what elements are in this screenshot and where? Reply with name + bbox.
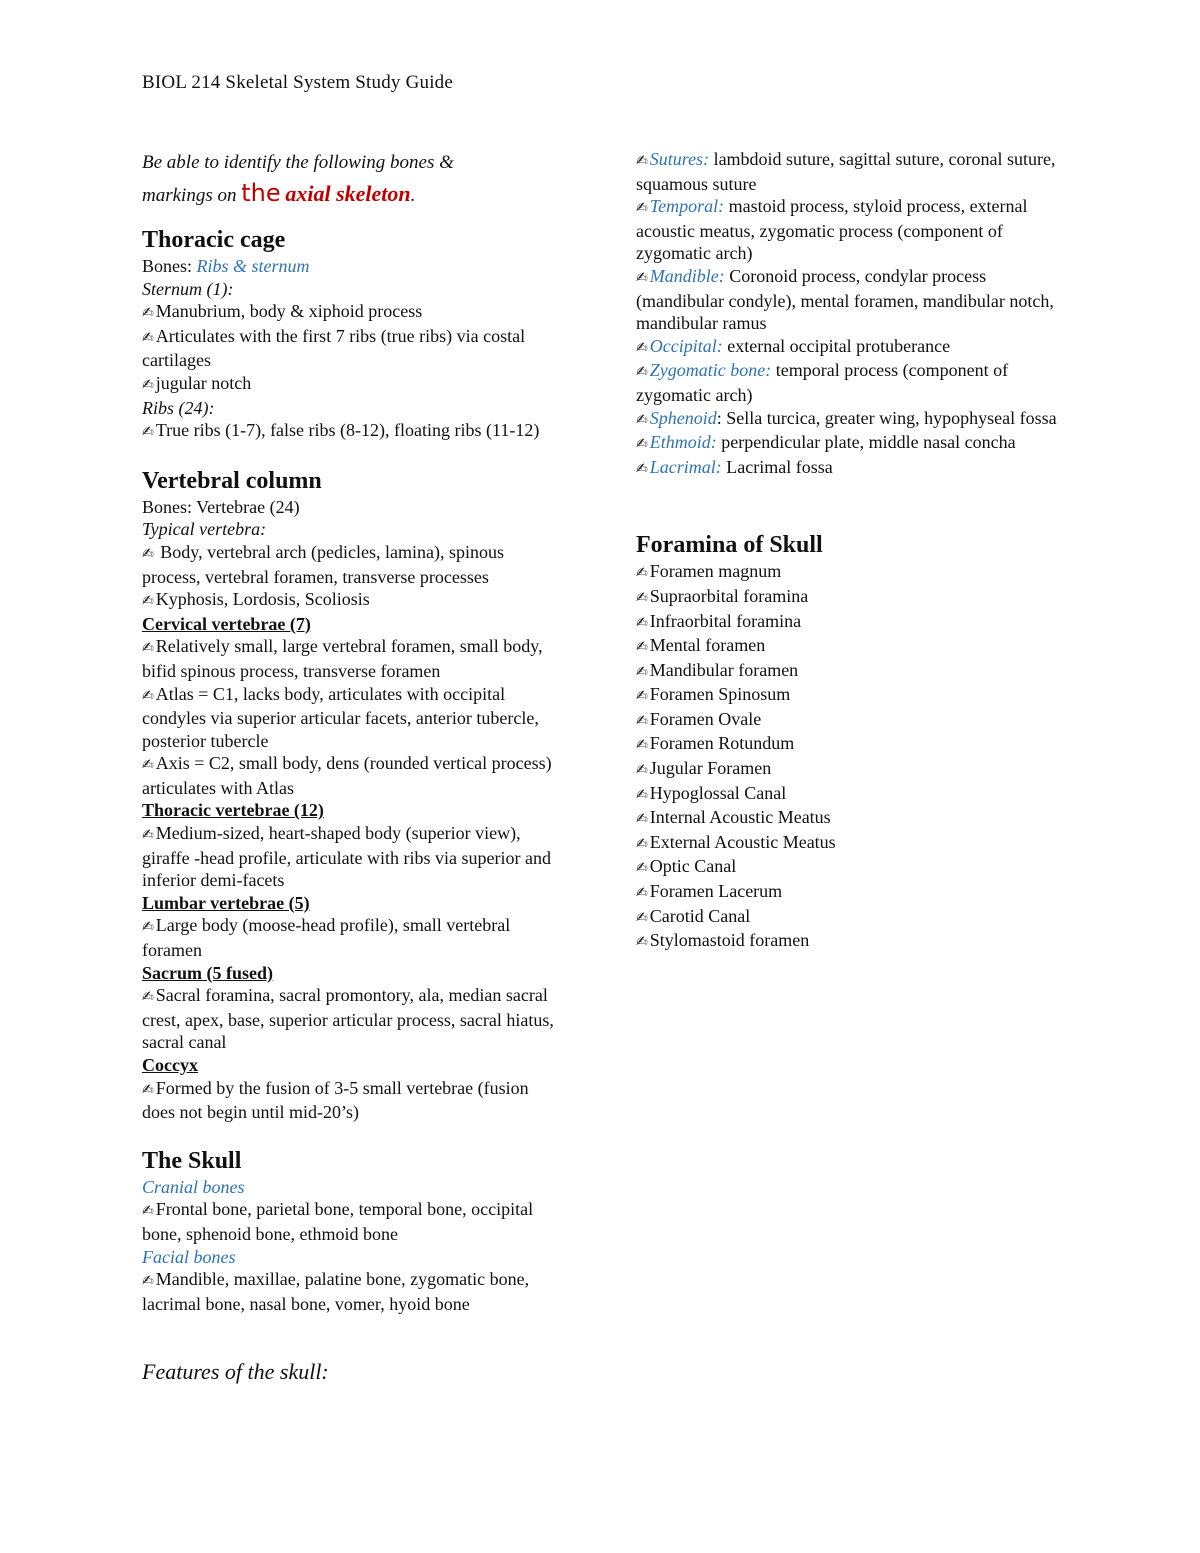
cranial-bones-label: Cranial bones (142, 1176, 245, 1197)
intro-line-1: Be able to identify the following bones & (142, 152, 454, 173)
foramina-heading: Foramina of Skull (636, 532, 823, 559)
intro-axial-skeleton: axial skeleton (285, 181, 411, 206)
ribs-label: Ribs (24): (142, 397, 215, 418)
bullet-item: ✍ Foramen magnum (636, 560, 1066, 585)
skull-feature-item (636, 456, 1066, 481)
bullet-item: ✍ Kyphosis, Lordosis, Scoliosis (142, 588, 562, 613)
skull-feature-item (636, 265, 1066, 335)
thoracic-bones-value: Ribs & sternum (196, 256, 310, 276)
thoracic-vertebrae-list (142, 822, 562, 892)
bullet-item: ✍ Jugular Foramen (636, 757, 1066, 782)
skull-feature-text: Coronoid process, condylar process (mandibular condyle), mental foramen, mandibular notch, mandibular ramus (636, 265, 1054, 334)
skull-feature-term: Occipital: (649, 335, 723, 356)
thoracic-bones-label: Bones: (142, 256, 197, 276)
intro-text (142, 148, 562, 211)
facial-bones-label: Facial bones (142, 1246, 236, 1267)
typical-vertebra-label: Typical vertebra: (142, 519, 267, 540)
bullet-item: ✍ Carotid Canal (636, 905, 1066, 930)
skull-feature-term: Zygomatic bone: (649, 360, 772, 381)
bullet-item: ✍ Formed by the fusion of 3-5 small vertebrae (fusion does not begin until mid-20’s) (142, 1077, 562, 1124)
skull-feature-text: perpendicular plate, middle nasal concha (716, 432, 1016, 453)
sternum-label: Sternum (1): (142, 278, 234, 299)
bullet-item: ✍ Medium-sized, heart-shaped body (superior view), giraffe -head profile, articulate with ribs via superior and inferior demi-facets (142, 822, 562, 892)
facial-list (142, 1268, 562, 1315)
cranial-list (142, 1198, 562, 1245)
cervical-label: Cervical vertebrae (7) (142, 613, 311, 634)
coccyx-label: Coccyx (142, 1055, 198, 1075)
foramina-list (636, 560, 1066, 954)
skull-feature-item (636, 148, 1066, 195)
bullet-item: ✍ Large body (moose-head profile), small vertebral foramen (142, 914, 562, 961)
thoracic-vertebrae-label: Thoracic vertebrae (12) (142, 800, 324, 821)
bullet-item: ✍ Hypoglossal Canal (636, 782, 1066, 807)
sacrum-label: Sacrum (5 fused) (142, 962, 273, 983)
bullet-item: ✍ External Acoustic Meatus (636, 831, 1066, 856)
skull-feature-text: Lacrimal fossa (721, 456, 833, 477)
skull-feature-text: external occipital protuberance (722, 335, 951, 356)
skull-feature-term: Sphenoid (649, 407, 717, 428)
bullet-item: ✍ Articulates with the first 7 ribs (true ribs) via costal cartilages (142, 325, 562, 372)
skull-feature-term: Ethmoid: (649, 432, 717, 453)
bullet-item: ✍ Foramen Rotundum (636, 732, 1066, 757)
skull-feature-term: Lacrimal: (649, 456, 722, 477)
thoracic-cage-heading: Thoracic cage (142, 227, 286, 253)
bullet-item: ✍ Atlas = C1, lacks body, articulates with occipital condyles via superior articular facets, anterior tubercle, posterior tubercle (142, 683, 562, 753)
bullet-item: ✍ Relatively small, large vertebral foramen, small body, bifid spinous process, transverse foramen (142, 635, 562, 682)
sacrum-list (142, 984, 562, 1054)
bullet-item: ✍ Foramen Ovale (636, 708, 1066, 733)
intro-line-2 (142, 178, 562, 211)
skull-feature-item (636, 359, 1066, 406)
skull-feature-item (636, 407, 1066, 432)
intro-the: the (241, 179, 281, 207)
bullet-item: ✍ Mandible, maxillae, palatine bone, zygomatic bone, lacrimal bone, nasal bone, vomer, hyoid bone (142, 1268, 562, 1315)
bullet-item: ✍ Supraorbital foramina (636, 585, 1066, 610)
skull-feature-term: Mandible: (649, 265, 725, 286)
bullet-item: ✍ jugular notch (142, 372, 562, 397)
skull-feature-text: temporal process (component of zygomatic arch) (636, 360, 1009, 405)
skull-feature-item (636, 195, 1066, 265)
vertebral-column-heading: Vertebral column (142, 467, 322, 494)
bullet-item: ✍ Internal Acoustic Meatus (636, 806, 1066, 831)
bullet-item: ✍ Optic Canal (636, 855, 1066, 880)
coccyx-list (142, 1077, 562, 1124)
skull-heading: The Skull (142, 1147, 242, 1174)
left-column (142, 148, 562, 1384)
bullet-item: ✍ Stylomastoid foramen (636, 929, 1066, 954)
skull-feature-term: Sutures: (649, 149, 710, 169)
skull-feature-item (636, 431, 1066, 456)
ribs-list (142, 419, 562, 444)
bullet-item: ✍ Foramen Lacerum (636, 880, 1066, 905)
page-header: BIOL 214 Skeletal System Study Guide (142, 72, 454, 93)
cervical-list (142, 635, 562, 799)
bullet-item: ✍ True ribs (1-7), false ribs (8-12), floating ribs (11-12) (142, 419, 562, 444)
bullet-item: ✍ Foramen Spinosum (636, 683, 1066, 708)
features-of-skull-label: Features of the skull: (142, 1359, 329, 1385)
bullet-item: ✍ Sacral foramina, sacral promontory, ala, median sacral crest, apex, base, superior articular process, sacral hiatus, sacral canal (142, 984, 562, 1054)
lumbar-label: Lumbar vertebrae (5) (142, 892, 310, 913)
skull-feature-term: Temporal: (649, 196, 725, 217)
skull-features-list (636, 148, 1066, 480)
bullet-item: ✍ Frontal bone, parietal bone, temporal bone, occipital bone, sphenoid bone, ethmoid bone (142, 1198, 562, 1245)
bullet-item: ✍ Mandibular foramen (636, 659, 1066, 684)
bullet-item: ✍ Mental foramen (636, 634, 1066, 659)
lumbar-list (142, 914, 562, 961)
intro-period: . (410, 185, 416, 206)
bullet-item: ✍ Manubrium, body & xiphoid process (142, 300, 562, 325)
skull-feature-item (636, 335, 1066, 360)
skull-feature-text: mastoid process, styloid process, external acoustic meatus, zygomatic process (component of zygomatic arch) (636, 196, 1028, 264)
intro-prefix: markings on (142, 185, 242, 206)
sternum-list (142, 300, 562, 396)
bullet-item: ✍ Axis = C2, small body, dens (rounded vertical process) articulates with Atlas (142, 752, 562, 799)
thoracic-bones (142, 255, 562, 278)
skull-feature-text: lambdoid suture, sagittal suture, coronal suture, squamous suture (636, 149, 1056, 194)
vertebral-bones: Bones: Vertebrae (24) (142, 496, 300, 517)
right-column (636, 148, 1066, 954)
skull-feature-text: : Sella turcica, greater wing, hypophyseal fossa (716, 407, 1057, 428)
typical-list (142, 541, 562, 613)
bullet-item: ✍ Body, vertebral arch (pedicles, lamina), spinous process, vertebral foramen, transverse processes (142, 541, 562, 588)
bullet-item: ✍ Infraorbital foramina (636, 610, 1066, 635)
